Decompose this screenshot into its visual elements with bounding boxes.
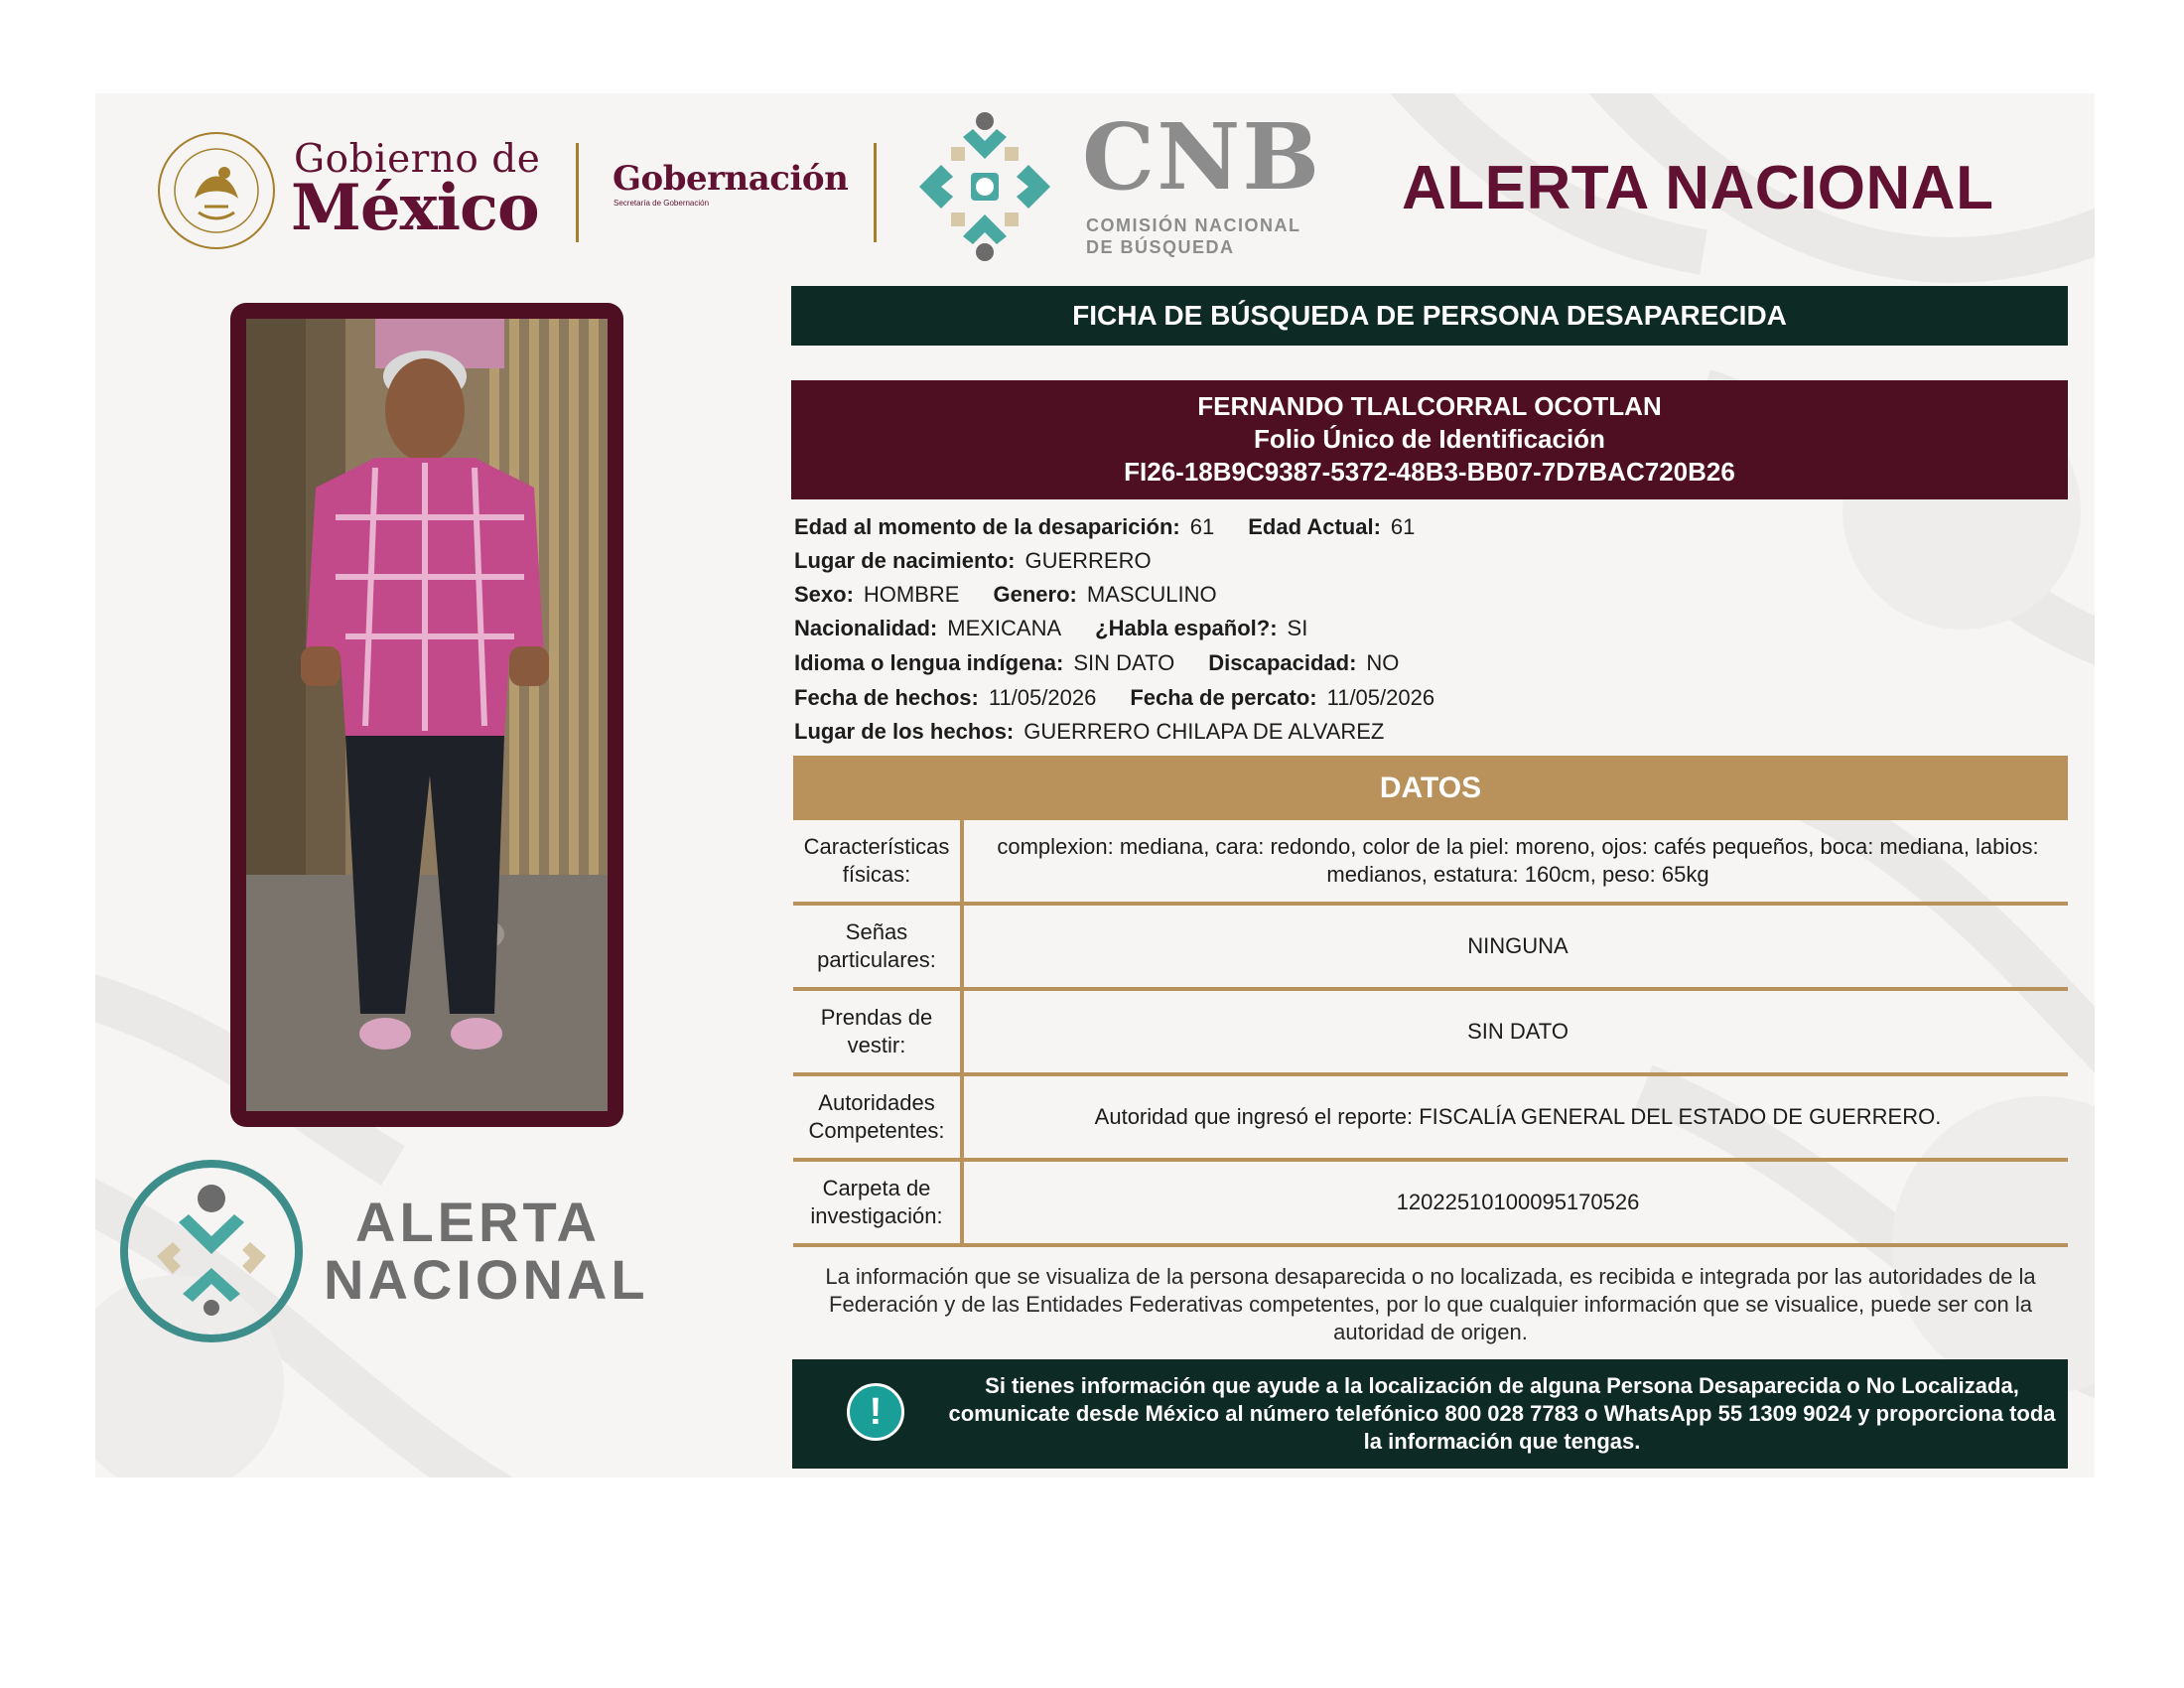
- disclaimer-text: La información que se visualiza de la persona desaparecida o no localizada, es recibida e integrada por las autoridades de la Federación y de las Entidades Federativas competentes, por lo que cualquier información que se visualice, puede ser con la autoridad de origen.: [825, 1264, 2036, 1344]
- contact-text: Si tienes información que ayude a la localización de alguna Persona Desaparecida o No Localizada, comunicate desde México al número telefónico 800 028 7783 o WhatsApp 55 1309 9024 y proporciona toda la información que tengas.: [948, 1373, 2056, 1454]
- gobernacion-subtitle: Secretaría de Gobernación: [614, 199, 710, 208]
- person-photo-frame: [230, 303, 623, 1127]
- gobierno-de-text: Gobierno de: [294, 137, 541, 182]
- ficha-title: FICHA DE BÚSQUEDA DE PERSONA DESAPARECIDA: [791, 286, 2068, 346]
- national-seal-icon: [155, 129, 278, 252]
- datos-row-label: Señas particulares:: [793, 906, 964, 987]
- cnb-logo-icon: [905, 107, 1064, 266]
- datos-row: [793, 1076, 2068, 1162]
- header-divider: [874, 143, 877, 242]
- datos-row-value: Autoridad que ingresó el reporte: FISCALÍA GENERAL DEL ESTADO DE GUERRERO.: [1094, 1104, 1942, 1129]
- info-row-sexo: Sexo: HOMBRE Genero: MASCULINO: [794, 582, 1217, 607]
- folio-value: FI26-18B9C9387-5372-48B3-BB07-7D7BAC720B26: [1124, 457, 1735, 487]
- alerta-nacional-logo-icon: [117, 1157, 306, 1345]
- person-photo: [246, 319, 608, 1111]
- cnb-title: CNB: [1082, 103, 1322, 211]
- info-row-idioma: Idioma o lengua indígena: SIN DATO Discapacidad: NO: [794, 650, 1400, 675]
- datos-row-value: SIN DATO: [1467, 1019, 1569, 1044]
- info-row-lugar-hechos: Lugar de los hechos: GUERRERO CHILAPA DE ALVAREZ: [794, 719, 1385, 744]
- cnb-subtitle: COMISIÓN NACIONAL DE BÚSQUEDA: [1086, 215, 1301, 257]
- datos-header: DATOS: [793, 756, 2068, 820]
- datos-row: [793, 991, 2068, 1076]
- datos-row-value: 12022510100095170526: [1396, 1190, 1640, 1214]
- info-row-nacionalidad: Nacionalidad: MEXICANA ¿Habla español?: SI: [794, 616, 1308, 640]
- datos-row-value: complexion: mediana, cara: redondo, color de la piel: moreno, ojos: cafés pequeños, boca: mediana, labios: medianos, estatura: 160cm, peso: 65kg: [997, 834, 2039, 887]
- datos-row-label: Autoridades Competentes:: [793, 1076, 964, 1158]
- alerta-nacional-title: ALERTA NACIONAL: [1402, 154, 1994, 222]
- person-name-box: [791, 380, 2068, 499]
- exclamation-icon: !: [847, 1383, 904, 1441]
- gobernacion-text: Gobernación: [613, 159, 849, 199]
- person-name: FERNANDO TLALCORRAL OCOTLAN: [1197, 391, 1662, 421]
- info-row-edad: Edad al momento de la desaparición: 61 Edad Actual: 61: [794, 514, 1416, 539]
- datos-row-label: Carpeta de investigación:: [793, 1162, 964, 1243]
- datos-row-label: Características físicas:: [793, 820, 964, 902]
- contact-banner: [792, 1359, 2068, 1469]
- info-row-fechas: Fecha de hechos: 11/05/2026 Fecha de percato: 11/05/2026: [794, 685, 1435, 710]
- folio-label: Folio Único de Identificación: [1254, 424, 1605, 454]
- datos-row: [793, 820, 2068, 906]
- datos-row: [793, 1162, 2068, 1247]
- info-row-nacimiento: Lugar de nacimiento: GUERRERO: [794, 548, 1152, 573]
- logo-alerta-text: ALERTA: [355, 1191, 601, 1253]
- logo-nacional-text: NACIONAL: [324, 1248, 649, 1311]
- header-divider: [576, 143, 579, 242]
- datos-row-value: NINGUNA: [1467, 933, 1569, 958]
- mexico-text: México: [291, 171, 539, 245]
- datos-row-label: Prendas de vestir:: [793, 991, 964, 1072]
- datos-row: [793, 906, 2068, 991]
